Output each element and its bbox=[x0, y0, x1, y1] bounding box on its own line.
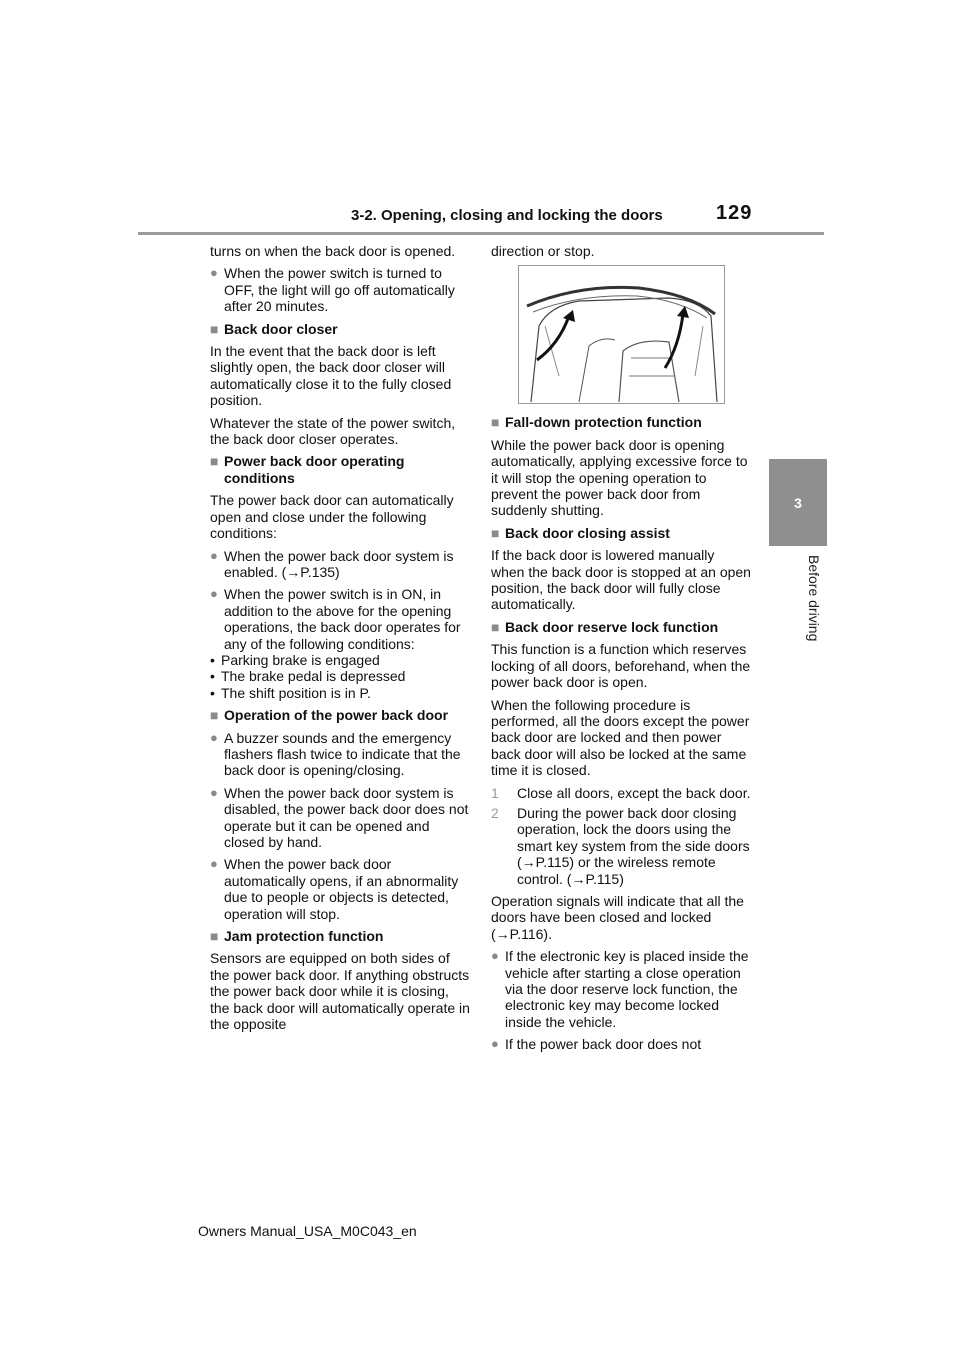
step-number: 1 bbox=[491, 784, 499, 801]
square-bullet-icon: ■ bbox=[210, 320, 219, 337]
step-item: 1 Close all doors, except the back door. bbox=[491, 784, 751, 801]
list-item: • The brake pedal is depressed bbox=[210, 668, 470, 684]
bullet-item: ● When the power back door system is disabled, the power back door does not operate but it can be opened and closed by hand. bbox=[210, 784, 469, 850]
bullet-dot-icon: ● bbox=[491, 1036, 499, 1052]
bullet-dot-icon: ● bbox=[210, 265, 218, 281]
bullet-dot-icon: ● bbox=[210, 547, 218, 563]
continued-text: turns on when the back door is opened. bbox=[210, 243, 456, 259]
square-bullet-icon: ■ bbox=[491, 618, 500, 635]
heading-reserve-lock: ■ Back door reserve lock function bbox=[491, 618, 719, 635]
square-bullet-icon: ■ bbox=[491, 414, 500, 431]
bullet-dot-icon: ● bbox=[210, 856, 218, 872]
square-bullet-icon: ■ bbox=[210, 928, 219, 945]
right-column bbox=[491, 243, 751, 1059]
footer-manual-id: Owners Manual_USA_M0C043_en bbox=[198, 1223, 417, 1239]
square-bullet-icon: ■ bbox=[491, 524, 500, 541]
bullet-item: ● When the power switch is turned to OFF, the light will go off automatically after 20 minutes. bbox=[210, 265, 455, 315]
left-column bbox=[210, 243, 470, 1038]
paragraph: When the following procedure is performed, all the doors except the power back door are locked and then power back door will also be locked at the same time it is closed. bbox=[491, 696, 750, 779]
heading-operating-conditions: ■ Power back door operating conditions bbox=[210, 453, 405, 486]
paragraph: In the event that the back door is left slightly open, the back door closer will automatically close it to the fully closed position. bbox=[210, 343, 452, 409]
back-door-illustration bbox=[518, 265, 725, 404]
bullet-item: ● When the power back door automatically opens, if an abnormality due to people or objects is detected, operation will stop. bbox=[210, 856, 459, 922]
paragraph: Sensors are equipped on both sides of the power back door. If anything obstructs the power back door while it is closing, the back door will automatically operate in the opposite bbox=[210, 950, 470, 1033]
paragraph: Operation signals will indicate that all the doors have been closed and locked (→P.116). bbox=[491, 892, 744, 942]
list-item: • Parking brake is engaged bbox=[210, 652, 470, 668]
bullet-dot-icon: ● bbox=[491, 948, 499, 964]
chapter-number: 3 bbox=[794, 494, 802, 511]
step-number: 2 bbox=[491, 804, 499, 821]
paragraph: The power back door can automatically open and close under the following conditions: bbox=[210, 492, 454, 542]
bullet-dot-icon: ● bbox=[210, 784, 218, 800]
square-bullet-icon: ■ bbox=[210, 453, 219, 470]
paragraph: Whatever the state of the power switch, the back door closer operates. bbox=[210, 414, 456, 448]
continued-text: direction or stop. bbox=[491, 243, 595, 259]
bullet-item: ● If the electronic key is placed inside the vehicle after starting a close operation via the door reserve lock function, the electronic key may become locked inside the vehicle. bbox=[491, 948, 749, 1030]
square-bullet-icon: ■ bbox=[210, 707, 219, 724]
back-door-illustration-svg bbox=[519, 266, 724, 403]
chapter-tab bbox=[769, 459, 827, 546]
step-item: 2 During the power back door closing operation, lock the doors using the smart key system from the side doors (→P.115) or the wireless remote control. (→P.115) bbox=[491, 804, 750, 887]
chapter-label: Before driving bbox=[806, 555, 822, 642]
heading-back-door-closer: ■ Back door closer bbox=[210, 320, 338, 337]
list-item: • The shift position is in P. bbox=[210, 685, 470, 701]
bullet-item: ● A buzzer sounds and the emergency flashers flash twice to indicate that the back door is opening/closing. bbox=[210, 729, 461, 779]
bullet-dot-icon: ● bbox=[210, 729, 218, 745]
bullet-item: ● When the power back door system is enabled. (→P.135) bbox=[210, 547, 454, 580]
heading-closing-assist: ■ Back door closing assist bbox=[491, 524, 670, 541]
heading-operation: ■ Operation of the power back door bbox=[210, 707, 449, 724]
conditions-list bbox=[210, 652, 470, 701]
header-rule bbox=[138, 232, 824, 235]
page-number: 129 bbox=[716, 202, 753, 224]
bullet-item: ● When the power switch is in ON, in addition to the above for the opening operations, the back door operates for any of the following conditions: bbox=[210, 586, 461, 652]
bullet-item: ● If the power back door does not bbox=[491, 1036, 702, 1053]
bullet-dot-icon: ● bbox=[210, 586, 218, 602]
section-title: 3-2. Opening, closing and locking the doors bbox=[351, 207, 663, 224]
heading-jam-protection: ■ Jam protection function bbox=[210, 928, 384, 945]
paragraph: If the back door is lowered manually when the back door is stopped at an open position, the back door will fully close automatically. bbox=[491, 547, 751, 613]
heading-fall-down-protection: ■ Fall-down protection function bbox=[491, 414, 702, 431]
paragraph: While the power back door is opening automatically, applying excessive force to it will stop the opening operation to prevent the power back door from suddenly shutting. bbox=[491, 436, 748, 519]
paragraph: This function is a function which reserves locking of all doors, beforehand, when the power back door is open. bbox=[491, 641, 751, 691]
